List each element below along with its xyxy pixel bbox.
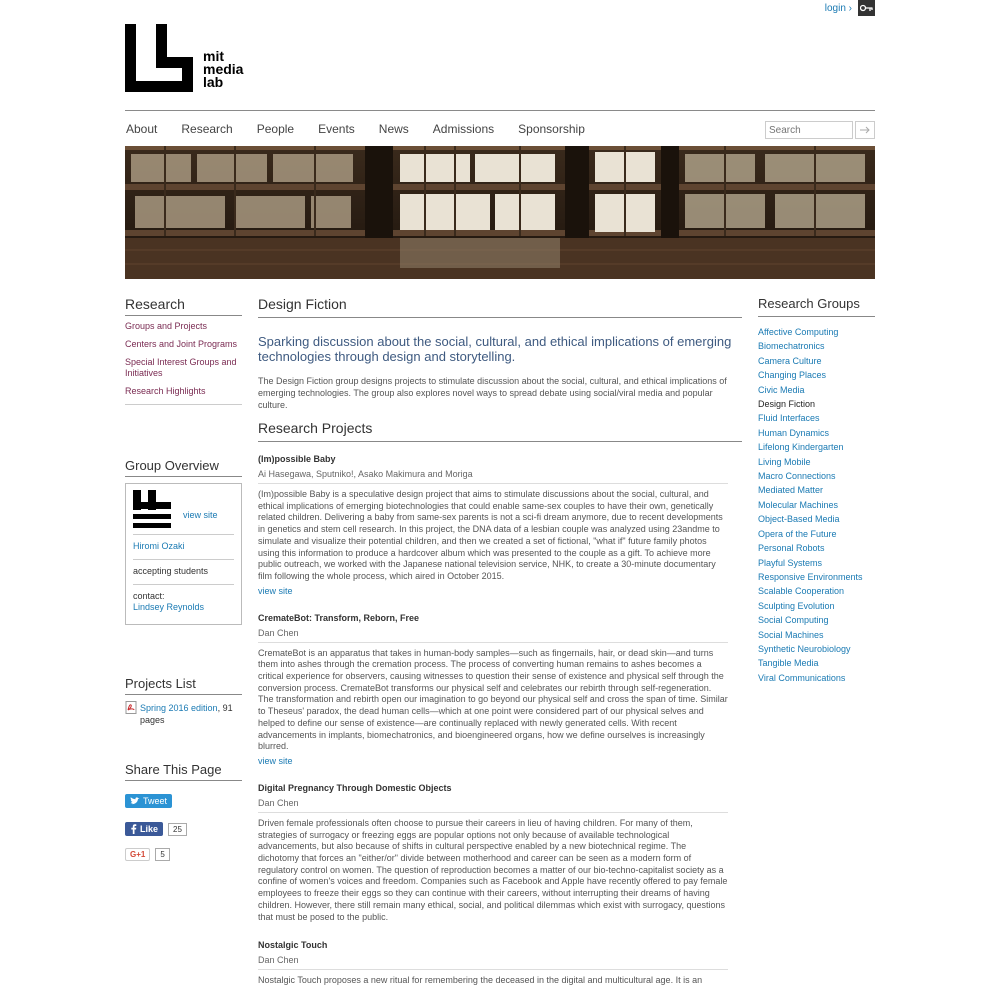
research-subnav bbox=[125, 296, 242, 405]
project-item bbox=[258, 940, 742, 987]
research-group-link[interactable]: Opera of the Future bbox=[758, 528, 837, 539]
research-group-link[interactable]: Human Dynamics bbox=[758, 427, 830, 438]
nav-sponsorship[interactable]: Sponsorship bbox=[518, 122, 585, 136]
projects-list bbox=[125, 676, 242, 726]
group-tagline: Sparking discussion about the social, cultural, and ethical implications of emerging technologies through design and storytelling. bbox=[258, 334, 732, 364]
building-facade-image bbox=[125, 146, 875, 279]
project-description: Nostalgic Touch proposes a new ritual for remembering the deceased in the digital and multicultural age. It is an bbox=[258, 975, 703, 986]
share-title: Share This Page bbox=[125, 762, 242, 781]
banner-building-photo bbox=[125, 146, 875, 279]
projects-list-entry bbox=[125, 702, 242, 726]
group-overview-title: Group Overview bbox=[125, 458, 242, 477]
search-submit-button[interactable] bbox=[855, 121, 875, 139]
project-authors: Ai Hasegawa, Sputniko!, Asako Makimura and Moriga bbox=[258, 469, 728, 484]
main-content bbox=[258, 296, 742, 987]
research-group-link[interactable]: Mediated Matter bbox=[758, 485, 824, 496]
design-fiction-logo-icon bbox=[133, 490, 171, 528]
project-description: Driven female professionals often choose to pursue their careers in lieu of having children. For many of them, strategies of surrogacy or freezing eggs are popular options not only because of available technological advancements, but also because of shifts in cultural perspective enabled by a new biotechnical regime. The dichotomy that forces an "either/or" divide between motherhood and career can be seen as a modern form of regulatory control on women. The question of reproduction becomes a matter of our bio-techno-capitalist society as a confine of women's voices and freedom. Companies such as Facebook and Apple have recently offered to pay female employees to freeze their eggs so they can continue with their careers, without interrupting their dreams of having children. However, there still remain many ethical, social, and political dilemmas which exist with surrogacy, questions that must be posed to the public. bbox=[258, 817, 728, 922]
nav-people[interactable]: People bbox=[256, 122, 295, 136]
contact-label: contact: bbox=[133, 591, 165, 601]
google-plus-row bbox=[125, 848, 242, 861]
project-item bbox=[258, 613, 742, 766]
projects-list-pdf-link[interactable]: Spring 2016 edition bbox=[140, 703, 218, 713]
nav-admissions[interactable]: Admissions bbox=[432, 122, 495, 136]
research-group-link[interactable]: Scalable Cooperation bbox=[758, 586, 845, 597]
group-description: The Design Fiction group designs projects to stimulate discussion about the social, cultural, and ethical implications of emerging technologies. The group also explores novel ways to spread debate using social/viral media and popular culture. bbox=[258, 376, 727, 410]
research-group-link[interactable]: Changing Places bbox=[758, 370, 827, 381]
project-item bbox=[258, 783, 742, 923]
login-link[interactable]: login › bbox=[824, 2, 852, 14]
research-group-link[interactable]: Responsive Environments bbox=[758, 571, 863, 582]
nav-divider bbox=[125, 110, 875, 111]
research-group-link[interactable]: Social Computing bbox=[758, 615, 829, 626]
project-title[interactable]: Digital Pregnancy Through Domestic Objects bbox=[258, 782, 452, 793]
research-subnav-title: Research bbox=[125, 296, 242, 316]
projects-list-title: Projects List bbox=[125, 676, 242, 695]
top-bar bbox=[825, 0, 875, 16]
research-group-link[interactable]: Lifelong Kindergarten bbox=[758, 442, 844, 453]
facebook-like-button[interactable]: Like bbox=[125, 822, 163, 836]
project-title[interactable]: CremateBot: Transform, Reborn, Free bbox=[258, 612, 420, 623]
research-group-link[interactable]: Civic Media bbox=[758, 384, 805, 395]
pdf-icon bbox=[125, 701, 137, 714]
research-group-link[interactable]: Camera Culture bbox=[758, 355, 822, 366]
research-group-link[interactable]: Living Mobile bbox=[758, 456, 811, 467]
group-head bbox=[133, 535, 234, 560]
research-group-link[interactable]: Sculpting Evolution bbox=[758, 600, 835, 611]
twitter-bird-icon bbox=[130, 797, 140, 805]
research-groups-panel bbox=[758, 296, 875, 685]
project-authors: Dan Chen bbox=[258, 798, 728, 813]
research-group-link[interactable]: Fluid Interfaces bbox=[758, 413, 820, 424]
research-groups-list bbox=[758, 325, 875, 685]
subnav-centers-and-joint-programs[interactable]: Centers and Joint Programs bbox=[125, 339, 238, 349]
research-group-link[interactable]: Social Machines bbox=[758, 629, 824, 640]
group-overview bbox=[125, 458, 242, 625]
google-plus-count: 5 bbox=[155, 848, 169, 861]
arrow-right-icon bbox=[860, 126, 870, 134]
research-group-link[interactable]: Synthetic Neurobiology bbox=[758, 643, 851, 654]
project-view-site-link[interactable]: view site bbox=[258, 755, 293, 766]
page bbox=[125, 0, 875, 1000]
search-input[interactable] bbox=[765, 121, 853, 139]
share-panel bbox=[125, 762, 242, 861]
facebook-f-icon bbox=[130, 824, 137, 834]
search-form bbox=[765, 121, 875, 139]
facebook-like-row bbox=[125, 822, 242, 836]
main-nav bbox=[125, 122, 609, 136]
page-title: Design Fiction bbox=[258, 296, 742, 318]
research-group-link[interactable]: Design Fiction bbox=[758, 399, 816, 410]
project-authors: Dan Chen bbox=[258, 628, 728, 643]
nav-events[interactable]: Events bbox=[318, 122, 355, 136]
projects-list-text: Spring 2016 edition, 91 pages bbox=[140, 703, 233, 725]
project-title[interactable]: (Im)possible Baby bbox=[258, 454, 336, 464]
research-projects-heading: Research Projects bbox=[258, 420, 742, 442]
facebook-like-count: 25 bbox=[168, 823, 187, 836]
logo-mark-icon bbox=[125, 24, 193, 92]
research-group-link[interactable]: Personal Robots bbox=[758, 543, 825, 554]
research-group-link[interactable]: Molecular Machines bbox=[758, 499, 839, 510]
project-description: (Im)possible Baby is a speculative design project that aims to stimulate discussions about the social, cultural, and ethical implications of emerging biotechnologies that could enable same-sex couples to have their own, genetically related children. Delivering a baby from same-sex parents is not a sci-fi dream anymore, due to recent developments in genetics and stem cell research. In this project, the DNA data of a lesbian couple was analyzed using 23andme to simulate and visualize their potential children, and then we created a set of fictional, "what if" future family photos using this information to produce a hardcover album which was presented to the couple as a gift. To achieve more public outreach, we worked with the Japanese national television service, NHK, to create a 30-minute documentary film following the whole process, which aired in October 2015. bbox=[258, 489, 723, 581]
subnav-research-highlights[interactable]: Research Highlights bbox=[125, 386, 206, 396]
nav-about[interactable]: About bbox=[126, 122, 158, 136]
subnav-special-interest-groups[interactable]: Special Interest Groups and Initiatives bbox=[125, 357, 237, 378]
group-contact bbox=[133, 585, 234, 620]
group-overview-box bbox=[125, 483, 242, 625]
media-lab-logo[interactable] bbox=[125, 24, 243, 94]
project-title[interactable]: Nostalgic Touch bbox=[258, 940, 328, 951]
project-item bbox=[258, 454, 742, 596]
contact-link[interactable]: Lindsey Reynolds bbox=[133, 602, 205, 612]
group-view-site-link[interactable]: view site bbox=[183, 510, 218, 520]
group-head-link[interactable]: Hiromi Ozaki bbox=[133, 541, 185, 551]
admissions-status: accepting students bbox=[133, 560, 234, 585]
tweet-button[interactable]: Tweet bbox=[125, 794, 172, 808]
research-groups-title: Research Groups bbox=[758, 296, 875, 317]
nav-news[interactable]: News bbox=[378, 122, 409, 136]
project-authors: Dan Chen bbox=[258, 955, 728, 970]
logo-wordmark: mit media lab bbox=[203, 48, 244, 90]
project-view-site-link[interactable]: view site bbox=[258, 585, 293, 596]
google-plus-button[interactable]: G+1 bbox=[125, 848, 150, 861]
research-group-link[interactable]: Affective Computing bbox=[758, 327, 839, 337]
project-description: CremateBot is an apparatus that takes in human-body samples—such as fingernails, hair, or dead skin—and turns them into ashes through the cremation process. The process of converting human remains to ashes becomes a critical experience for observers, causing witnesses to question their sense of existence and physical self through the conversion process. CremateBot transforms our physical self and celebrates our rebirth through self-regeneration. The transformation and rebirth open our imagination to go beyond our physical self and cross the span of time. Similar to Theseus' paradox, the dead human cells—which at one point were considered part of our physical selves and helped to define our sense of existence—are continually replaced with newly generated cells. With recent advancements in implants, biomechatronics, and bioengineered organs, how we define ourselves is increasingly blurred. bbox=[258, 647, 728, 752]
research-group-link[interactable]: Playful Systems bbox=[758, 557, 823, 568]
research-group-link[interactable]: Biomechatronics bbox=[758, 341, 825, 352]
nav-research[interactable]: Research bbox=[181, 122, 233, 136]
subnav-groups-and-projects[interactable]: Groups and Projects bbox=[125, 321, 208, 331]
subnav-divider bbox=[125, 404, 242, 405]
research-group-link[interactable]: Tangible Media bbox=[758, 658, 819, 669]
research-group-link[interactable]: Object-Based Media bbox=[758, 514, 840, 525]
research-group-link[interactable]: Viral Communications bbox=[758, 672, 846, 683]
research-group-link[interactable]: Macro Connections bbox=[758, 471, 836, 482]
key-icon[interactable] bbox=[858, 0, 875, 16]
